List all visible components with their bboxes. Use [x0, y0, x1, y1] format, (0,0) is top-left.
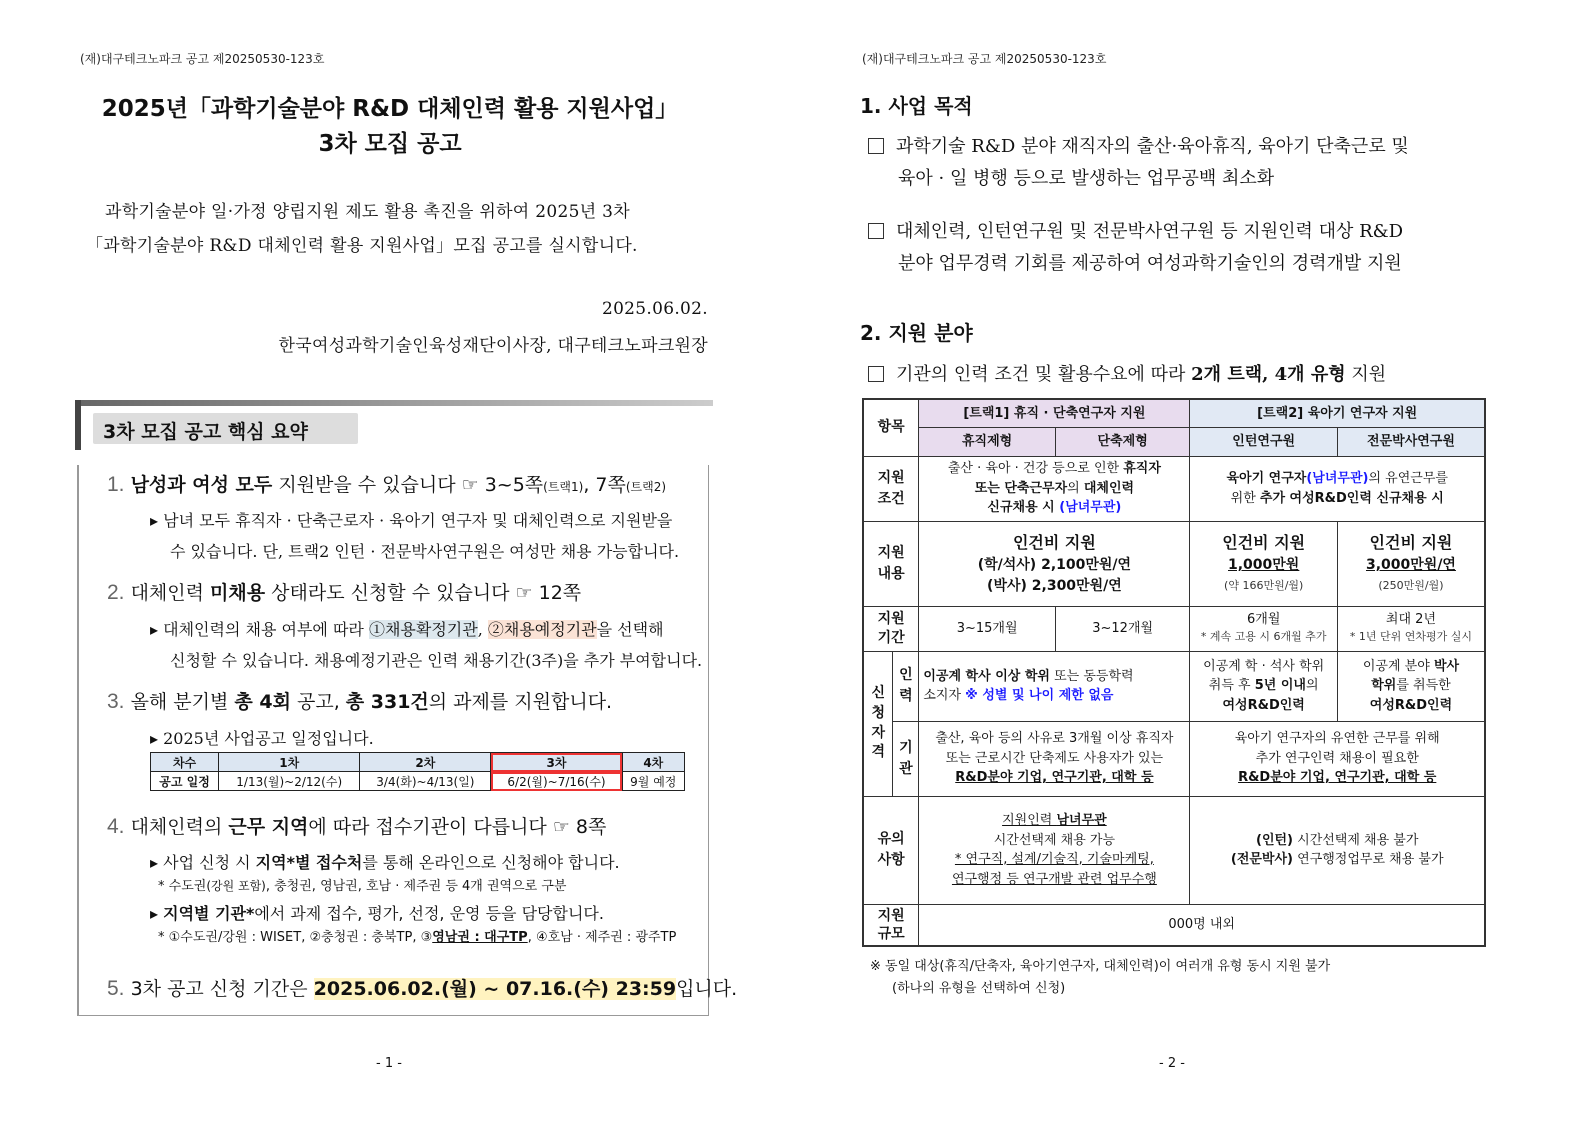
announcement-date: 2025.06.02.: [601, 299, 708, 319]
checkbox-icon: [868, 223, 884, 239]
row-label-content: 지원 내용: [863, 521, 919, 606]
type-header: 전문박사연구원: [1337, 427, 1485, 456]
section-heading-field: 2. 지원 분야: [860, 321, 973, 345]
schedule-header: 차수: [151, 753, 219, 772]
row-label-period: 지원 기간: [863, 606, 919, 651]
period-phd: 최대 2년 * 1년 단위 연차평가 실시: [1337, 606, 1485, 651]
schedule-row-label: 공고 일정: [151, 772, 219, 791]
schedule-cell: 9월 예정: [622, 772, 684, 791]
row-label-personnel: 인 력: [893, 651, 919, 721]
header-item: 항목: [863, 399, 919, 456]
checkbox-icon: [868, 366, 884, 382]
intro-line-1: 과학기술분야 일·가정 양립지원 제도 활용 촉진을 위하여 2025년 3차: [105, 202, 630, 222]
support-scale: 000명 내외: [919, 904, 1485, 946]
table-footnote-2: (하나의 유형을 선택하여 신청): [892, 981, 1066, 996]
schedule-cell: 3/4(화)~4/13(일): [360, 772, 491, 791]
row-label-qualification: 신 청 자 격: [863, 651, 893, 796]
purpose-item-1: 과학기술 R&D 분야 재직자의 출산·육아휴직, 육아기 단축근로 및: [868, 132, 1409, 158]
summary-item-5: 5. 3차 공고 신청 기간은 2025.06.02.(월) ~ 07.16.(수) 23:59입니다.: [107, 977, 738, 1000]
document-header: (재)대구테크노파크 공고 제20250530-123호: [862, 52, 1107, 66]
table-footnote: ※ 동일 대상(휴직/단축자, 육아기연구자, 대체인력)이 여러개 유형 동시 지원 불가: [870, 959, 1331, 974]
page-subtitle: 3차 모집 공고: [318, 131, 462, 157]
summary-item-1-detail-2: 수 있습니다. 단, 트랙2 인턴 · 전문박사연구원은 여성만 채용 가능합니다.: [170, 542, 680, 561]
content-intern: 인건비 지원 1,000만원 (약 166만원/월): [1190, 521, 1338, 606]
schedule-header: 1차: [219, 753, 360, 772]
section-heading-purpose: 1. 사업 목적: [860, 94, 973, 118]
content-phd: 인건비 지원 3,000만원/연 (250만원/월): [1337, 521, 1485, 606]
summary-item-2-detail: ▸ 대체인력의 채용 여부에 따라 ①채용확정기관, ②채용예정기관을 선택해: [150, 620, 664, 639]
row-label-notes: 유의 사항: [863, 796, 919, 904]
checkbox-icon: [868, 138, 884, 154]
region-note: * 수도권(강원 포함), 충청권, 영남권, 호남 · 제주권 등 4개 권역으로 구분: [158, 879, 567, 894]
document-header: (재)대구테크노파크 공고 제20250530-123호: [80, 52, 325, 66]
organization-track2: 육아기 연구자의 유연한 근무를 위해 추가 연구인력 채용이 필요한 R&D분야 기업, 연구기관, 대학 등: [1190, 721, 1485, 796]
intro-line-2: 「과학기술분야 R&D 대체인력 활용 지원사업」모집 공고를 실시합니다.: [86, 236, 638, 256]
personnel-intern: 이공계 학 · 석사 학위 취득 후 5년 이내의 여성R&D인력: [1190, 651, 1338, 721]
period-leave: 3~15개월: [919, 606, 1056, 651]
agency-note: * ①수도권/강원 : WISET, ②충청권 : 충북TP, ③영남권 : 대구TP, ④호남 · 제주권 : 광주TP: [158, 930, 677, 945]
schedule-cell: 1/13(월)~2/12(수): [219, 772, 360, 791]
schedule-table: [150, 752, 685, 791]
notes-track2: (인턴) 시간선택제 채용 불가 (전문박사) 연구행정업무로 채용 불가: [1190, 796, 1485, 904]
schedule-header: 4차: [622, 753, 684, 772]
row-label-organization: 기 관: [893, 721, 919, 796]
summary-item-4-detail: ▸ 사업 신청 시 지역*별 접수처를 통해 온라인으로 신청해야 합니다.: [150, 853, 620, 872]
summary-item-4-detail-2: ▸ 지역별 기관*에서 과제 접수, 평가, 선정, 운영 등을 담당합니다.: [150, 904, 604, 923]
condition-track1: 출산 · 육아 · 건강 등으로 인한 휴직자 또는 단축근무자의 대체인력 신규채용 시 (남녀무관): [919, 456, 1190, 521]
schedule-header: 2차: [360, 753, 491, 772]
page-number: - 2 -: [1159, 1056, 1185, 1071]
type-header: 인턴연구원: [1190, 427, 1338, 456]
signer: 한국여성과학기술인육성재단이사장, 대구테크노파크원장: [278, 336, 708, 356]
summary-item-3-detail: ▸ 2025년 사업공고 일정입니다.: [150, 729, 374, 748]
personnel-track1: 이공계 학사 이상 학위 또는 동등학력 소지자 ※ 성별 및 나이 제한 없음: [919, 651, 1190, 721]
page-number: - 1 -: [376, 1056, 402, 1071]
summary-bar: [75, 400, 713, 406]
type-header: 단축제형: [1055, 427, 1190, 456]
summary-item-2-detail-2: 신청할 수 있습니다. 채용예정기관은 인력 채용기간(3주)을 추가 부여합니다.: [170, 651, 703, 670]
type-header: 휴직제형: [919, 427, 1056, 456]
schedule-cell-current: 6/2(월)~7/16(수): [491, 772, 622, 791]
summary-item-4: 4. 대체인력의 근무 지역에 따라 접수기관이 다릅니다 ☞ 8쪽: [107, 815, 607, 838]
row-label-condition: 지원 조건: [863, 456, 919, 521]
condition-track2: 육아기 연구자(남녀무관)의 유연근무를 위한 추가 여성R&D인력 신규채용 시: [1190, 456, 1485, 521]
row-label-scale: 지원 규모: [863, 904, 919, 946]
purpose-item-2-cont: 분야 업무경력 기회를 제공하여 여성과학기술인의 경력개발 지원: [898, 253, 1402, 274]
page-title: 2025년「과학기술분야 R&D 대체인력 활용 지원사업」: [101, 96, 679, 122]
support-field-table: [862, 398, 1486, 947]
summary-item-1: 1. 남성과 여성 모두 지원받을 수 있습니다 ☞ 3~5쪽(트랙1), 7쪽(트랙2): [107, 473, 667, 496]
summary-bar-accent: [75, 400, 81, 450]
purpose-item-1-cont: 육아 · 일 병행 등으로 발생하는 업무공백 최소화: [898, 168, 1275, 189]
period-reduced: 3~12개월: [1055, 606, 1190, 651]
notes-track1: 지원인력 남녀무관 시간선택제 채용 가능 * 연구직, 설계/기술직, 기술마케팅, 연구행정 등 연구개발 관련 업무수행: [919, 796, 1190, 904]
summary-item-3: 3. 올해 분기별 총 4회 공고, 총 331건의 과제를 지원합니다.: [107, 690, 613, 713]
header-track1: [트랙1] 휴직 · 단축연구자 지원: [919, 399, 1190, 427]
summary-item-2: 2. 대체인력 미채용 상태라도 신청할 수 있습니다 ☞ 12쪽: [107, 581, 582, 604]
purpose-item-2: 대체인력, 인턴연구원 및 전문박사연구원 등 지원인력 대상 R&D: [868, 217, 1403, 243]
schedule-header-current: 3차: [491, 753, 622, 772]
period-intern: 6개월 * 계속 고용 시 6개월 추가: [1190, 606, 1338, 651]
content-track1: 인건비 지원 (학/석사) 2,100만원/연 (박사) 2,300만원/연: [919, 521, 1190, 606]
summary-item-1-detail: ▸ 남녀 모두 휴직자 · 단축근로자 · 육아기 연구자 및 대체인력으로 지원받을: [150, 511, 673, 530]
personnel-phd: 이공계 분야 박사 학위를 취득한 여성R&D인력: [1337, 651, 1485, 721]
field-summary: 기관의 인력 조건 및 활용수요에 따라 2개 트랙, 4개 유형 지원: [868, 360, 1386, 386]
summary-label: 3차 모집 공고 핵심 요약: [93, 413, 358, 444]
organization-track1: 출산, 육아 등의 사유로 3개월 이상 휴직자 또는 근로시간 단축제도 사용자가 있는 R&D분야 기업, 연구기관, 대학 등: [919, 721, 1190, 796]
header-track2: [트랙2] 육아기 연구자 지원: [1190, 399, 1485, 427]
